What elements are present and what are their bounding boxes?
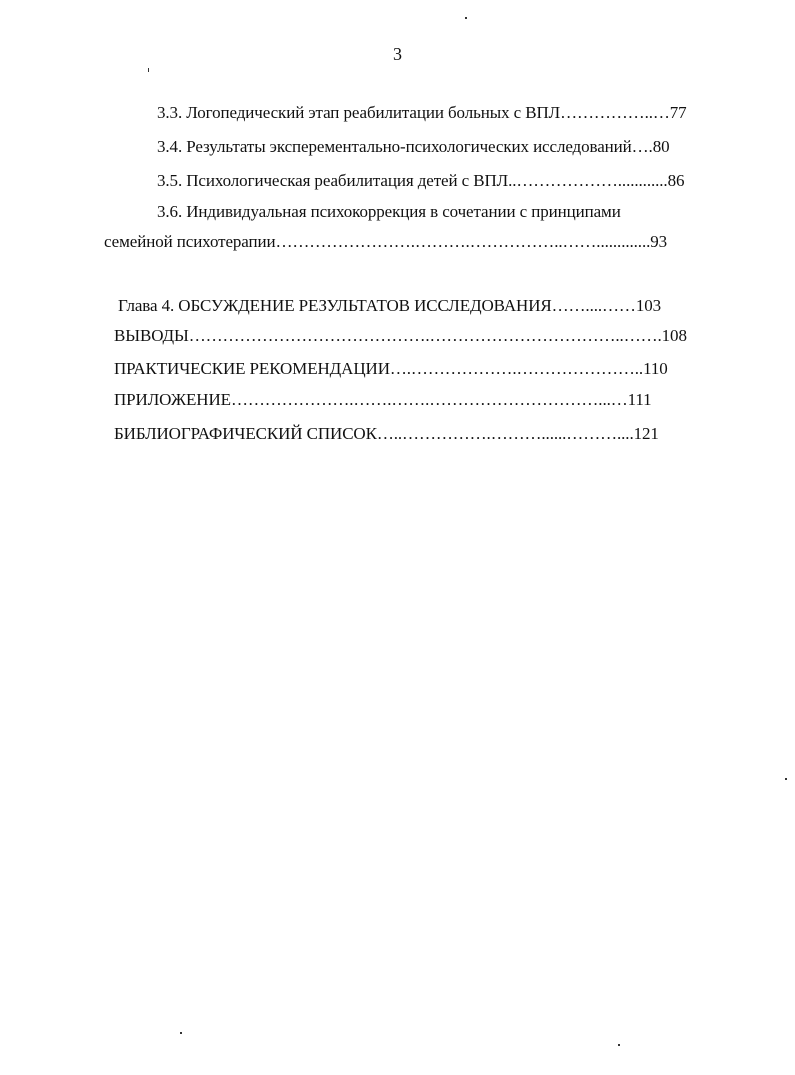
scan-speck bbox=[618, 1044, 620, 1046]
page-number: 3 bbox=[393, 44, 402, 64]
toc-entry-3-3: 3.3. Логопедический этап реабилитации больных с ВПЛ……………..…77 bbox=[157, 103, 687, 122]
toc-entry-chapter-4: Глава 4. ОБСУЖДЕНИЕ РЕЗУЛЬТАТОВ ИССЛЕДОВАНИЯ……....……103 bbox=[118, 296, 662, 315]
toc-entry-bibliography: БИБЛИОГРАФИЧЕСКИЙ СПИСОК…..…………….………......………....121 bbox=[114, 424, 659, 443]
toc-entry-conclusions: ВЫВОДЫ…………………………………….……………………………..…….108 bbox=[114, 326, 687, 345]
toc-entry-3-4: 3.4. Результаты эксперементально-психологических исследований….80 bbox=[157, 137, 670, 156]
toc-entry-appendix: ПРИЛОЖЕНИЕ………………….…….…….…………………………...…111 bbox=[114, 390, 652, 409]
toc-entry-3-6-line2: семейной психотерапии…………………….……….……………..…….............93 bbox=[104, 232, 668, 251]
scan-speck bbox=[148, 68, 149, 72]
toc-entry-3-6-line1: 3.6. Индивидуальная психокоррекция в сочетании с принципами bbox=[157, 202, 621, 221]
toc-entry-3-5: 3.5. Психологическая реабилитация детей с ВПЛ..………………............86 bbox=[157, 171, 685, 190]
toc-entry-recommendations: ПРАКТИЧЕСКИЕ РЕКОМЕНДАЦИИ….……………….…………………..110 bbox=[114, 359, 668, 378]
scan-speck bbox=[180, 1032, 182, 1034]
scan-speck bbox=[465, 17, 467, 19]
scan-speck bbox=[785, 778, 787, 780]
